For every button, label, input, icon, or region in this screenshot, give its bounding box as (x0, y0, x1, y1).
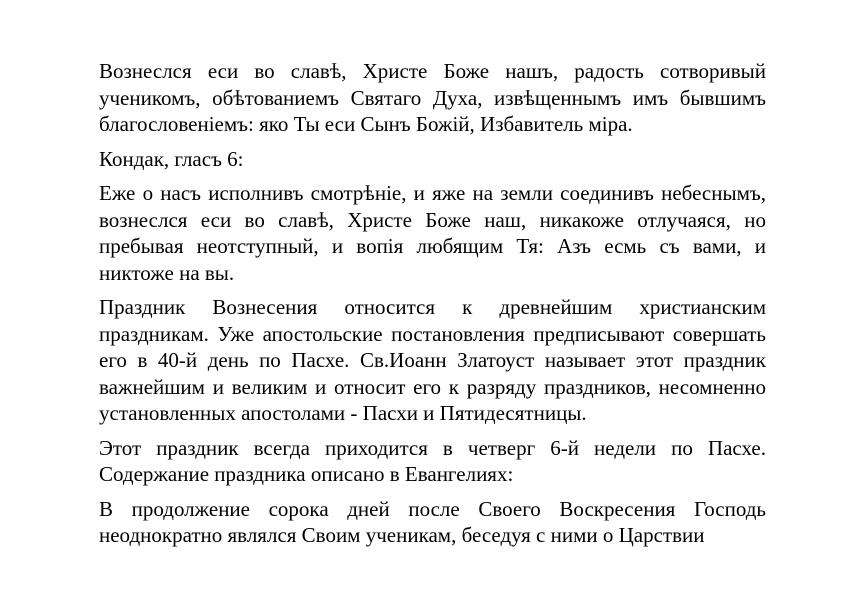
paragraph-feast-date: Этот праздник всегда приходится в четверг 6-й недели по Пасхе. Содержание праздника описано в Евангелиях: (99, 435, 766, 486)
paragraph-gospel-narrative: В продолжение сорока дней после Своего Воскресения Господь неоднократно являлся Своим ученикам, беседуя с ними о Царствии (99, 496, 766, 547)
paragraph-kontakion: Еже о насъ исполнивъ смотрѣніе, и яже на земли соединивъ небеснымъ, вознеслся еси во славѣ, Христе Боже наш, никакоже отлучаяся, но пребывая неотступный, и вопія любящим Тя: Азъ есмь съ вами, и никтоже на вы. (99, 181, 766, 285)
document-page (99, 58, 766, 549)
paragraph-troparion: Вознеслся еси во славѣ, Христе Боже нашъ, радость сотворивый ученикомъ, обѣтованиемъ Святаго Духа, извѣщеннымъ имъ бывшимъ благословеніемъ: яко Ты еси Сынъ Божій, Избавитель міра. (99, 59, 766, 136)
paragraph-kontakion-heading: Кондак, гласъ 6: (99, 146, 244, 171)
paragraph-feast-history: Праздник Вознесения относится к древнейшим христианским праздникам. Уже апостольские постановления предписывают совершать его в 40-й день по Пасхе. Св.Иоанн Златоуст называет этот праздник важнейшим и великим и относит его к разряду праздников, несомненно установленных апостолами - Пасхи и Пятидесятницы. (99, 295, 766, 425)
